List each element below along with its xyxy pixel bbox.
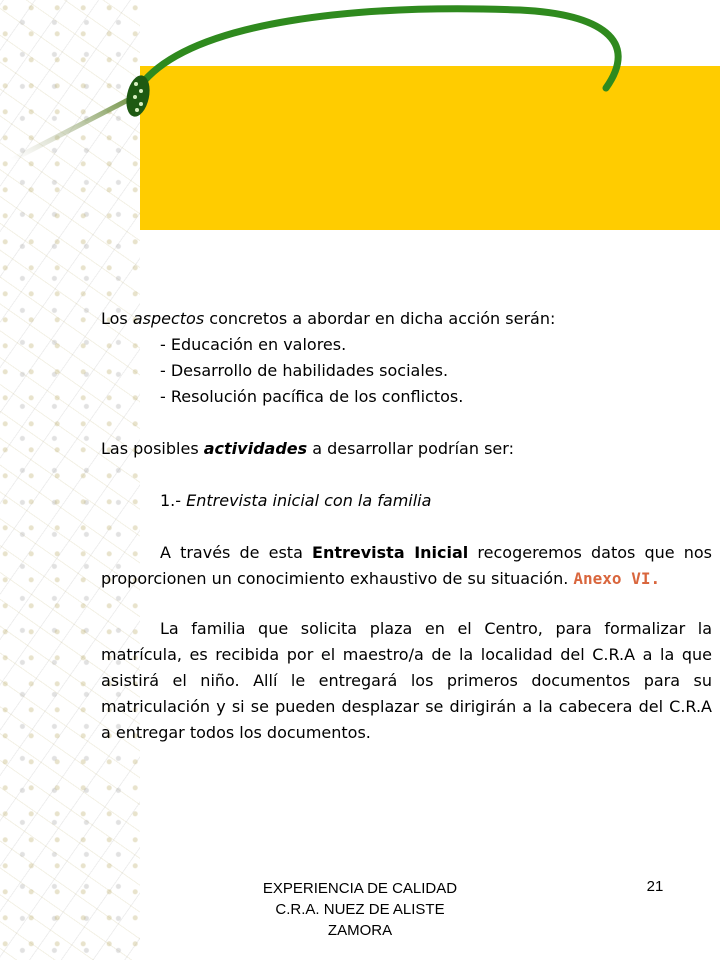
footer-line-2: C.R.A. NUEZ DE ALISTE: [275, 901, 445, 918]
annex-link-text: Anexo VI.: [573, 569, 661, 588]
aspects-word: aspectos: [132, 309, 205, 328]
green-arc: [140, 9, 618, 88]
page-content: [101, 306, 712, 746]
footer-line-3: ZAMORA: [327, 922, 393, 939]
footer-center: [200, 878, 520, 941]
aspect-item: - Desarrollo de habilidades sociales.: [160, 361, 449, 380]
green-arc-decoration: [0, 0, 720, 240]
entrevista-bold: Entrevista Inicial: [312, 543, 469, 562]
arc-tail: [12, 100, 128, 160]
aspect-item: - Resolución pacífica de los conflictos.: [160, 387, 464, 406]
activities-intro: Las posibles actividades a desarrollar podrían ser:: [101, 439, 514, 458]
aspect-item: - Educación en valores.: [160, 335, 347, 354]
page-number: 21: [646, 878, 664, 895]
activity-item-1: 1.- Entrevista inicial con la familia: [160, 491, 432, 510]
aspects-intro: Los aspectos concretos a abordar en dicha acción serán:: [101, 309, 556, 328]
paragraph-entrevista: A través de esta Entrevista Inicial recogeremos datos que nos proporcionen un conocimiento exhaustivo de su situación. Anexo VI.: [101, 543, 712, 588]
footer-line-1: EXPERIENCIA DE CALIDAD: [262, 880, 458, 897]
activities-word: actividades: [203, 439, 308, 458]
paragraph-matricula: La familia que solicita plaza en el Centro, para formalizar la matrícula, es recibida por el maestro/a de la localidad del C.R.A a la que asistirá el niño. Allí le entregará los primeros documentos para su matriculación y si se pueden desplazar se dirigirán a la cabecera del C.R.A a entregar todos los documentos.: [101, 619, 712, 742]
